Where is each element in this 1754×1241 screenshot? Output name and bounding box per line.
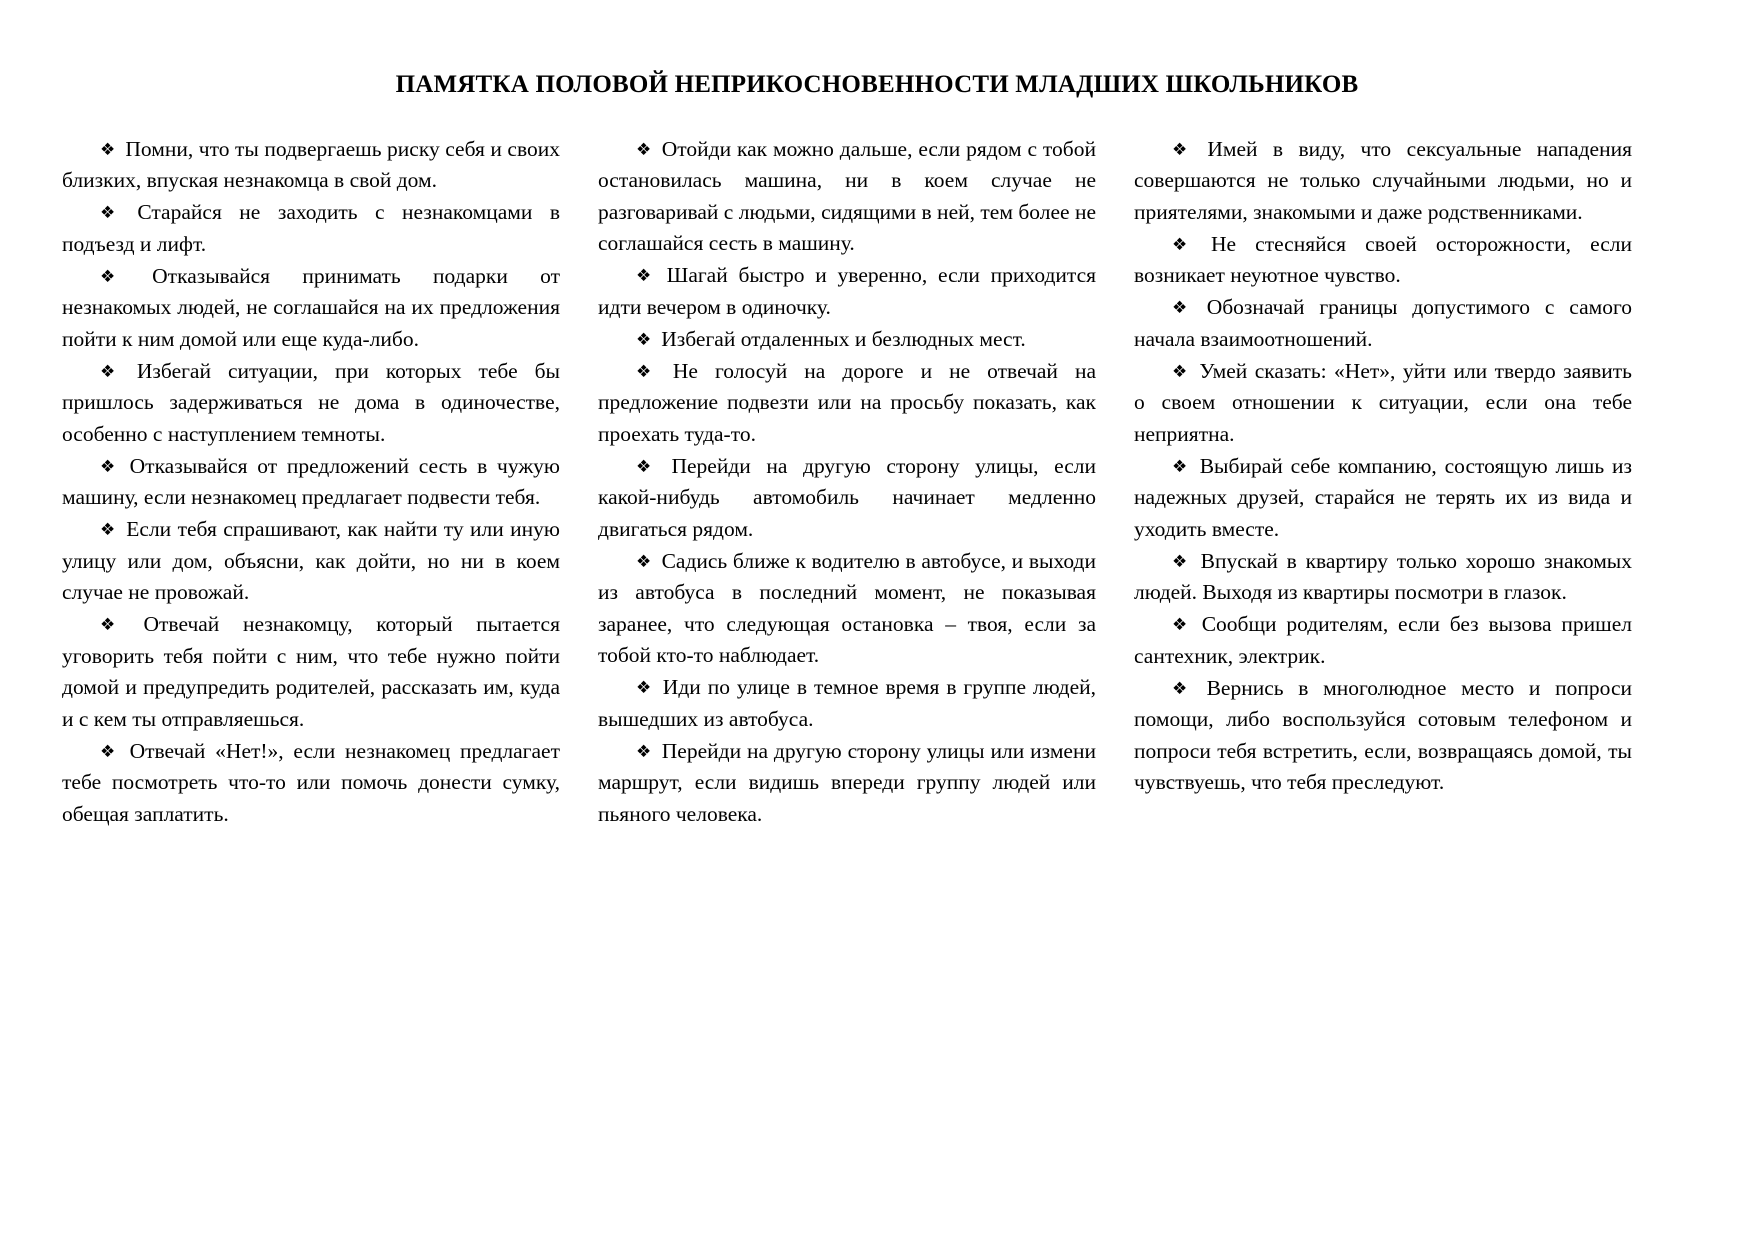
list-item <box>1134 451 1632 545</box>
list-item-text: Помни, что ты подвергаешь риску себя и своих близких, впуская незнакомца в свой дом. <box>62 137 560 193</box>
list-item <box>598 356 1096 450</box>
text-column-2 <box>598 134 1096 831</box>
list-item <box>598 736 1096 830</box>
text-column-1 <box>62 134 560 831</box>
diamond-bullet-icon: ❖ <box>636 456 662 477</box>
list-item <box>598 672 1096 735</box>
list-item <box>1134 292 1632 355</box>
list-item-text: Имей в виду, что сексуальные нападения совершаются не только случайными людьми, но и приятелями, знакомыми и даже родственниками. <box>1134 137 1632 224</box>
diamond-bullet-icon: ❖ <box>1172 456 1190 477</box>
diamond-bullet-icon: ❖ <box>636 266 657 287</box>
list-item <box>598 546 1096 672</box>
columns-container <box>44 134 1710 831</box>
diamond-bullet-icon: ❖ <box>1172 140 1198 160</box>
list-item <box>1134 356 1632 450</box>
list-item-text: Не голосуй на дороге и не отвечай на предложение подвезти или на просьбу показать, как проехать туда-то. <box>598 358 1096 446</box>
list-item-text: Перейди на другую сторону улицы, если какой-нибудь автомобиль начинает медленно двигаться рядом. <box>598 453 1096 541</box>
page-title: ПАМЯТКА ПОЛОВОЙ НЕПРИКОСНОВЕННОСТИ МЛАДШИХ ШКОЛЬНИКОВ <box>395 71 1359 98</box>
list-item-text: Обозначай границы допустимого с самого начала взаимоотношений. <box>1134 295 1632 351</box>
diamond-bullet-icon: ❖ <box>100 361 127 382</box>
list-item <box>598 451 1096 545</box>
list-item-text: Отказывайся от предложений сесть в чужую машину, если незнакомец предлагает подвести тебя. <box>62 453 560 510</box>
list-item-text: Шагай быстро и уверенно, если приходится идти вечером в одиночку. <box>598 263 1097 319</box>
list-item <box>598 134 1096 260</box>
list-item-text: Впускай в квартиру только хорошо знакомых людей. Выходя из квартиры посмотри в глазок. <box>1134 548 1633 605</box>
list-item-text: Садись ближе к водителю в автобусе, и выходи из автобуса в последний момент, не показывая заранее, что следующая остановка – твоя, если за тобой кто-то наблюдает. <box>598 548 1096 668</box>
diamond-bullet-icon: ❖ <box>636 551 652 572</box>
list-item-text: Отойди как можно дальше, если рядом с тобой остановилась машина, ни в коем случае не разговаривай с людьми, сидящими в ней, тем более не соглашайся сесть в машину. <box>598 137 1096 256</box>
diamond-bullet-icon: ❖ <box>1172 298 1197 319</box>
list-item-text: Перейди на другую сторону улицы или измени маршрут, если видишь впереди группу людей или пьяного человека. <box>598 738 1096 826</box>
list-item <box>62 134 560 197</box>
list-item <box>62 356 560 450</box>
diamond-bullet-icon: ❖ <box>100 203 128 224</box>
diamond-bullet-icon: ❖ <box>1172 615 1192 636</box>
list-item-text: Умей сказать: «Нет», уйти или твердо заявить о своем отношении к ситуации, если она тебе неприятна. <box>1134 358 1632 446</box>
list-item <box>62 197 560 260</box>
list-item <box>62 261 560 355</box>
list-item <box>598 324 1096 355</box>
diamond-bullet-icon: ❖ <box>100 140 116 160</box>
list-item <box>598 260 1096 323</box>
diamond-bullet-icon: ❖ <box>1172 678 1197 699</box>
diamond-bullet-icon: ❖ <box>636 361 663 382</box>
list-item-text: Выбирай себе компанию, состоящую лишь из надежных друзей, старайся не терять их из вида и уходить вместе. <box>1134 453 1632 541</box>
list-item-text: Сообщи родителям, если без вызова пришел сантехник, электрик. <box>1134 612 1632 668</box>
list-item-text: Отказывайся принимать подарки от незнакомых людей, не соглашайся на их предложения пойти к ним домой или еще куда-либо. <box>62 263 560 351</box>
list-item-text: Иди по улице в темное время в группе людей, вышедших из автобуса. <box>598 675 1096 731</box>
list-item <box>62 736 560 830</box>
list-item <box>62 514 560 608</box>
text-column-3 <box>1134 134 1632 799</box>
list-item <box>1134 673 1632 799</box>
diamond-bullet-icon: ❖ <box>1172 551 1191 572</box>
list-item-text: Избегай ситуации, при которых тебе бы пришлось задерживаться не дома в одиночестве, особенно с наступлением темноты. <box>62 358 561 446</box>
list-item-text: Если тебя спрашивают, как найти ту или иную улицу или дом, объясни, как дойти, но ни в коем случае не провожай. <box>62 517 560 605</box>
diamond-bullet-icon: ❖ <box>1172 361 1190 382</box>
list-item-text: Отвечай «Нет!», если незнакомец предлагает тебе посмотреть что-то или помочь донести сумку, обещая заплатить. <box>62 738 560 826</box>
diamond-bullet-icon: ❖ <box>636 329 652 350</box>
diamond-bullet-icon: ❖ <box>100 266 143 287</box>
list-item-text: Старайся не заходить с незнакомцами в подъезд и лифт. <box>62 200 560 256</box>
diamond-bullet-icon: ❖ <box>100 520 117 541</box>
list-item <box>62 451 560 514</box>
list-item-text: Вернись в многолюдное место и попроси помощи, либо воспользуйся сотовым телефоном и попроси тебя встретить, если, возвращаясь домой, ты чувствуешь, что тебя преследуют. <box>1134 675 1632 795</box>
list-item <box>1134 609 1632 672</box>
diamond-bullet-icon: ❖ <box>1172 234 1201 255</box>
list-item <box>1134 134 1632 228</box>
list-item-text: Избегай отдаленных и безлюдных мест. <box>661 326 1026 351</box>
diamond-bullet-icon: ❖ <box>100 741 120 762</box>
diamond-bullet-icon: ❖ <box>636 741 652 762</box>
diamond-bullet-icon: ❖ <box>100 615 134 636</box>
list-item-text: Не стесняйся своей осторожности, если возникает неуютное чувство. <box>1134 231 1632 288</box>
diamond-bullet-icon: ❖ <box>636 678 653 699</box>
list-item-text: Отвечай незнакомцу, который пытается уговорить тебя пойти с ним, что тебе нужно пойти домой и предупредить родителей, рассказать им, куда и с кем ты отправляешься. <box>62 612 560 731</box>
list-item <box>62 609 560 735</box>
diamond-bullet-icon: ❖ <box>636 140 652 160</box>
list-item <box>1134 546 1632 609</box>
list-item <box>1134 229 1632 292</box>
diamond-bullet-icon: ❖ <box>100 456 120 477</box>
